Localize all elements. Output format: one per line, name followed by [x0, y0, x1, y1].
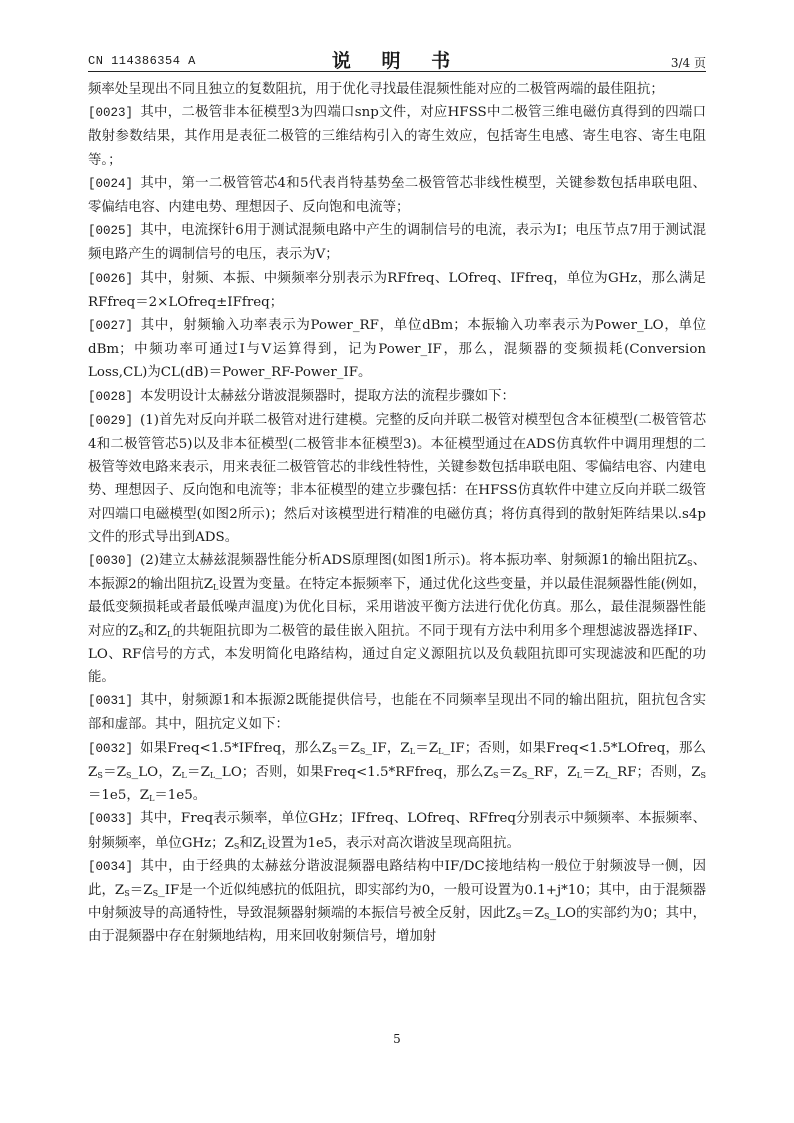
paragraph-text: 其中，射频源1和本振源2既能提供信号，也能在不同频率呈现出不同的输出阻抗，阻抗包含实部和虚部。其中，阻抗定义如下： [88, 693, 706, 733]
paragraph-text: 其中，电流探针6用于测试混频电路中产生的调制信号的电流，表示为I；电压节点7用于测试混频电路产生的调制信号的电压，表示为V； [88, 223, 706, 263]
page-indicator: 3/4 页 [670, 56, 706, 70]
patent-number: CN 114386354 A [88, 54, 196, 68]
paragraph-number: [0030] [88, 554, 134, 569]
paragraph-number: [0029] [88, 413, 134, 428]
paragraph [88, 101, 706, 172]
paragraph-number: [0028] [88, 389, 134, 404]
paragraph-text: 其中，二极管非本征模型3为四端口snp文件，对应HFSS中二极管三维电磁仿真得到的四端口散射参数结果，其作用是表征二极管的三维结构引入的寄生效应，包括寄生电感、寄生电容、寄生电阻等。； [88, 105, 706, 168]
paragraph [88, 219, 706, 266]
paragraph-text: 其中，Freq表示频率，单位GHz；IFfreq、LOfreq、RFfreq分别表示中频频率、本振频率、射频频率，单位GHz；$Z_S$和$Z_L$设置为1e5，表示对高次谐波呈现高阻抗。 [88, 811, 706, 851]
paragraph-number: [0025] [88, 224, 134, 239]
paragraph-number: [0026] [88, 271, 134, 286]
page-number: 5 [393, 1032, 401, 1046]
paragraph-number: [0032] [88, 741, 134, 756]
paragraph-text: (1)首先对反向并联二极管对进行建模。完整的反向并联二极管对模型包含本征模型(二极管管芯4和二极管管芯5)以及非本征模型(二极管非本征模型3)。本征模型通过在ADS仿真软件中调用理想的二极管等效电路来表示，用来表征二极管管芯的非线性特性，关键参数包括串联电阻、零偏结电容、内建电势、理想因子、反向饱和电流等；非本征模型的建立步骤包括：在HFSS仿真软件中建立反向并联二级管对四端口电磁模型(如图2所示)；然后对该模型进行精准的电磁仿真；将仿真得到的散射矩阵结果以.s4p文件的形式导出到ADS。 [88, 412, 706, 545]
paragraph [88, 807, 706, 854]
paragraph-text: (2)建立太赫兹混频器性能分析ADS原理图(如图1所示)。将本振功率、射频源1的输出阻抗$Z_S$、本振源2的输出阻抗$Z_L$设置为变量。在特定本振频率下，通过优化这些变量，并以最佳混频器性能(例如，最低变频损耗或者最低噪声温度)为优化目标，采用谐波平衡方法进行优化仿真。那么，最佳混频器性能对应的$Z_S$和$Z_L$的共轭阻抗即为二极管的最佳嵌入阻抗。不同于现有方法中利用多个理想滤波器选择IF、LO、RF信号的方式，本发明简化电路结构，通过自定义源阻抗以及负载阻抗即可实现滤波和匹配的功能。 [88, 553, 707, 686]
paragraph [88, 78, 706, 101]
paragraph-number: [0024] [88, 176, 134, 191]
paragraph-number: [0034] [88, 859, 134, 874]
paragraph-text: 本发明设计太赫兹分谐波混频器时，提取方法的流程步骤如下： [140, 388, 515, 404]
paragraph [88, 409, 706, 549]
paragraph [88, 855, 706, 949]
paragraph [88, 385, 706, 409]
paragraph-text: 其中，由于经典的太赫兹分谐波混频器电路结构中IF/DC接地结构一般位于射频波导一侧，因此，$Z_S=Z_S\_IF$是一个近似纯感抗的低阻抗，即实部约为0，一般可设置为0.1+j*10；其中，由于混频器中射频波导的高通特性，导致混频器射频端的本振信号被全反射，因此$Z_S=Z_S\_LO$的实部约为0；其中，由于混频器中存在射频地结构，用来回收射频信号，增加射 [88, 858, 706, 945]
paragraph-number: [0031] [88, 694, 134, 709]
paragraph [88, 172, 706, 219]
paragraph [88, 267, 706, 314]
paragraph [88, 737, 706, 808]
paragraph-text: 其中，射频输入功率表示为Power_RF，单位dBm；本振输入功率表示为Power_LO，单位dBm；中频功率可通过I与V运算得到，记为Power_IF，那么，混频器的变频损耗(Conversion Loss,CL)为CL(dB)＝Power_RF-Power_IF。 [88, 318, 706, 381]
paragraph-text: 其中，射频、本振、中频频率分别表示为RFfreq、LOfreq、IFfreq，单位为GHz，那么满足RFfreq＝2×LOfreq±IFfreq； [88, 270, 706, 310]
header-rule [88, 71, 706, 72]
paragraph-text: 如果Freq<1.5*IFfreq，那么$Z_S=Z_S\_IF$，$Z_L=Z_L\_IF$；否则，如果Freq<1.5*LOfreq，那么$Z_S=Z_S\_LO$，$Z_L=Z_L\_LO$；否则，如果Freq<1.5*RFfreq，那么$Z_S=Z_S\_RF$，$Z_L=Z_L\_RF$；否则，$Z_S=1e5$，$Z_L=1e5$。 [88, 740, 706, 804]
document-title: 说 明 书 [331, 50, 463, 72]
paragraph-number: [0033] [88, 812, 134, 827]
paragraph [88, 314, 706, 385]
paragraph-number: [0027] [88, 319, 134, 334]
document-body [88, 78, 706, 949]
paragraph-number: [0023] [88, 106, 134, 121]
page-header [88, 44, 706, 72]
paragraph-text: 其中，第一二极管管芯4和5代表肖特基势垒二极管管芯非线性模型，关键参数包括串联电阻、零偏结电容、内建电势、理想因子、反向饱和电流等； [88, 175, 706, 216]
paragraph-text: 频率处呈现出不同且独立的复数阻抗，用于优化寻找最佳混频性能对应的二极管两端的最佳阻抗； [88, 82, 664, 97]
paragraph [88, 689, 706, 736]
paragraph [88, 549, 706, 689]
